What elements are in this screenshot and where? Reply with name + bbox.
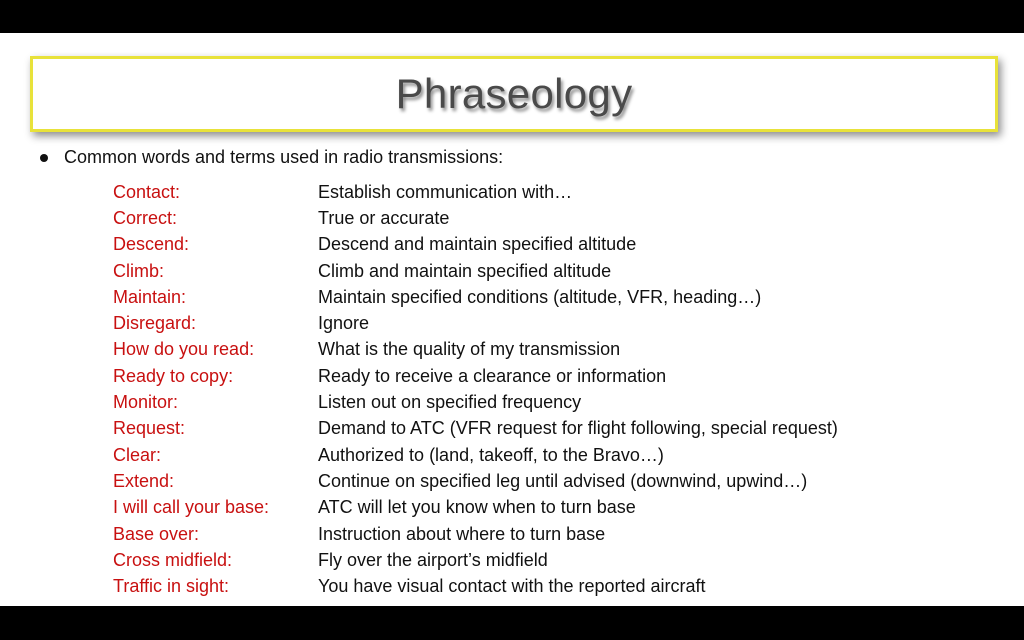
term-row xyxy=(113,179,993,205)
term-label: Climb: xyxy=(113,260,165,281)
term-row xyxy=(113,573,993,599)
term-label: Descend: xyxy=(113,234,190,255)
term-row xyxy=(113,495,993,521)
term-label: Monitor: xyxy=(113,392,179,413)
term-definition: Listen out on specified frequency xyxy=(318,392,582,413)
bullet-item xyxy=(40,147,503,168)
term-label: Contact: xyxy=(113,181,181,202)
term-definition: Continue on specified leg until advised (downwind, upwind…) xyxy=(318,470,808,491)
term-definition: Ignore xyxy=(318,313,370,334)
term-label: How do you read: xyxy=(113,339,255,360)
term-row xyxy=(113,258,993,284)
terms-list xyxy=(113,179,993,600)
term-label: Base over: xyxy=(113,523,200,544)
term-row xyxy=(113,416,993,442)
term-row xyxy=(113,205,993,231)
term-label: I will call your base: xyxy=(113,497,270,518)
term-label: Cross midfield: xyxy=(113,549,233,570)
term-definition: Demand to ATC (VFR request for flight following, special request) xyxy=(318,418,838,439)
term-row xyxy=(113,363,993,389)
slide xyxy=(0,33,1024,606)
term-label: Traffic in sight: xyxy=(113,576,230,597)
term-definition: ATC will let you know when to turn base xyxy=(318,497,636,518)
term-label: Clear: xyxy=(113,444,162,465)
term-row xyxy=(113,232,993,258)
term-definition: Establish communication with… xyxy=(318,181,573,202)
term-definition: Ready to receive a clearance or information xyxy=(318,365,667,386)
term-label: Ready to copy: xyxy=(113,365,234,386)
term-row xyxy=(113,337,993,363)
term-row xyxy=(113,442,993,468)
bullet-text: Common words and terms used in radio transmissions: xyxy=(64,147,504,167)
term-definition: Descend and maintain specified altitude xyxy=(318,234,637,255)
term-definition: Authorized to (land, takeoff, to the Bravo…) xyxy=(318,444,664,465)
term-definition: What is the quality of my transmission xyxy=(318,339,621,360)
term-label: Disregard: xyxy=(113,313,197,334)
term-row xyxy=(113,521,993,547)
term-definition: Climb and maintain specified altitude xyxy=(318,260,612,281)
term-label: Request: xyxy=(113,418,186,439)
term-row xyxy=(113,284,993,310)
term-row xyxy=(113,389,993,415)
term-definition: Fly over the airport’s midfield xyxy=(318,549,548,570)
term-definition: Maintain specified conditions (altitude, VFR, heading…) xyxy=(318,286,762,307)
term-row xyxy=(113,547,993,573)
term-definition: You have visual contact with the reported aircraft xyxy=(318,576,706,597)
term-label: Correct: xyxy=(113,207,178,228)
term-label: Extend: xyxy=(113,470,175,491)
term-row xyxy=(113,310,993,336)
bullet-icon xyxy=(40,154,48,162)
term-row xyxy=(113,468,993,494)
term-label: Maintain: xyxy=(113,286,187,307)
slide-title: Phraseology xyxy=(395,70,633,117)
term-definition: Instruction about where to turn base xyxy=(318,523,606,544)
title-box xyxy=(30,56,998,132)
term-definition: True or accurate xyxy=(318,207,450,228)
